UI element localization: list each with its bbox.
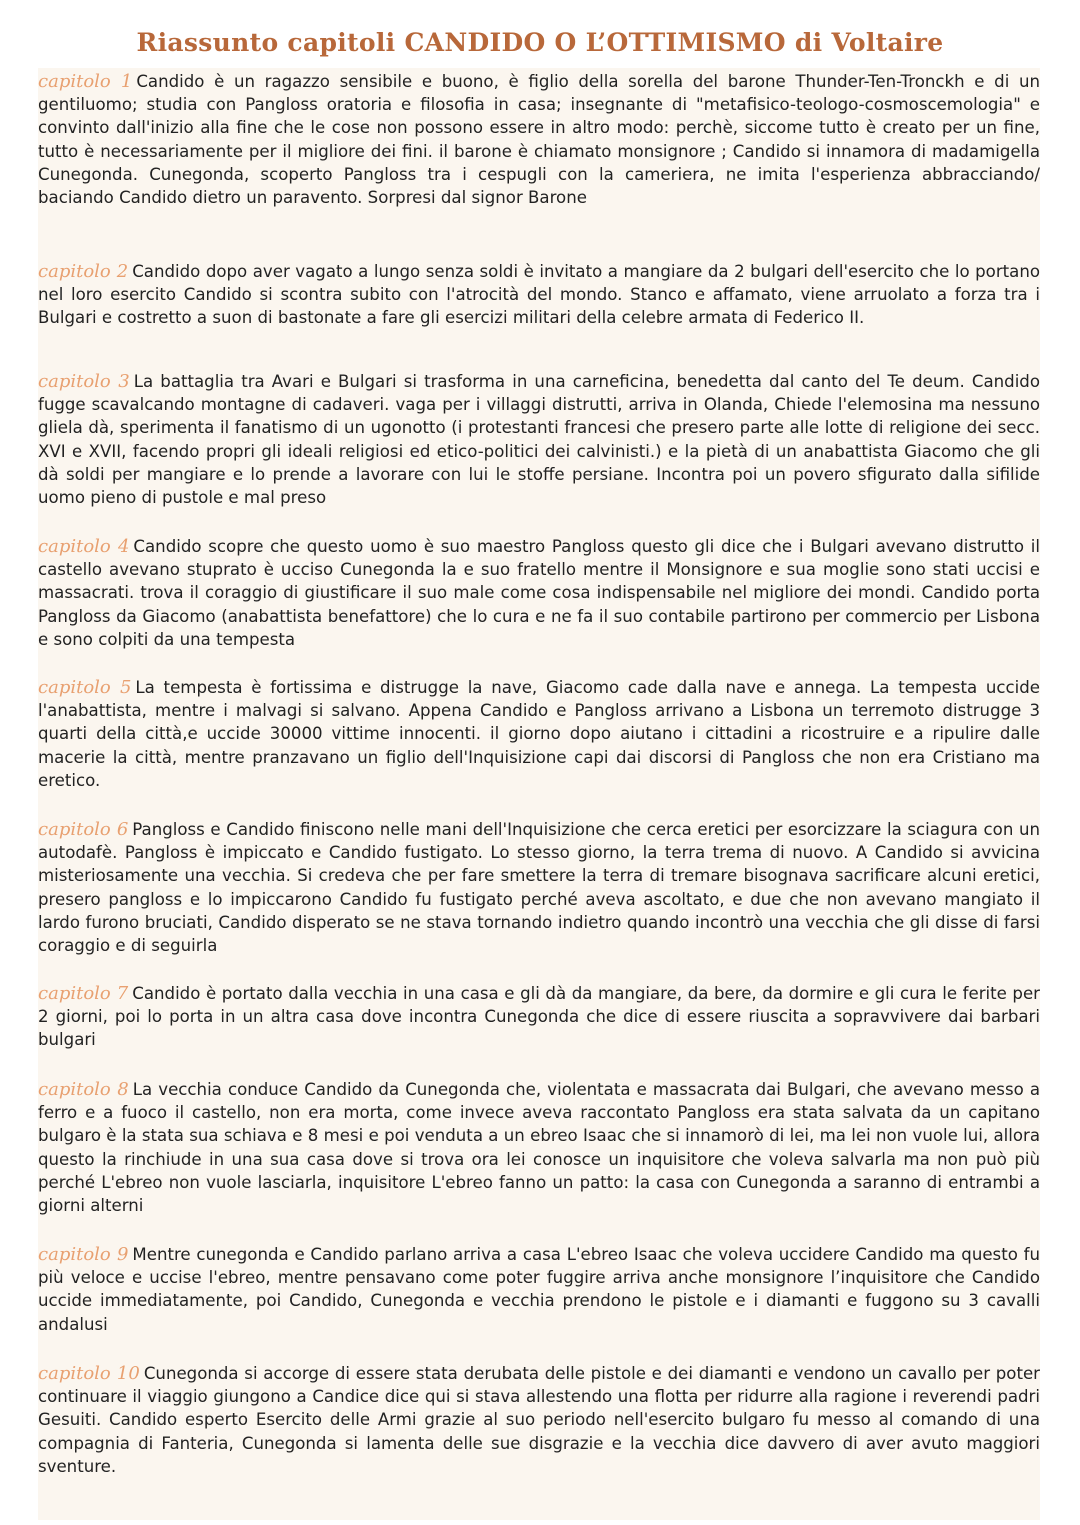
- chapter-10: [38, 1362, 1040, 1478]
- chapter-5-text: La tempesta è fortissima e distrugge la nave, Giacomo cade dalla nave e annega. La tempesta uccide l'anabattista, mentre i malvagi si salvano. Appena Candido e Pangloss arrivano a Lisbona un terremoto distrugge 3 quarti della città,e uccide 30000 vittime innocenti. il giorno dopo aiutano i cittadini a ricostruire e a ripulire dalle macerie la città, mentre pranzavano un figlio dell'Inquisizione capi dai discorsi di Pangloss che non era Cristiano ma eretico.: [38, 678, 1040, 790]
- chapter-1-label: capitolo 1: [38, 71, 133, 92]
- chapter-1-text: Candido è un ragazzo sensibile e buono, è figlio della sorella del barone Thunder-Ten-Tronckh e di un gentiluomo; studia con Pangloss oratoria e filosofia in casa; insegnante di "metafisico-teologo-cosmoscemologia" e convinto dall'inizio alla fine che le cose non possono essere in altro modo: perchè, siccome tutto è creato per un fine, tutto è necessariamente per il migliore dei fini. il barone è chiamato monsignore ; Candido si innamora di madamigella Cunegonda. Cunegonda, scoperto Pangloss tra i cespugli con la cameriera, ne imita l'esperienza abbracciando/ baciando Candido dietro un paravento. Sorpresi dal signor Barone: [38, 72, 1040, 208]
- chapter-2-label: capitolo 2: [38, 261, 129, 282]
- chapter-8-text: La vecchia conduce Candido da Cunegonda che, violentata e massacrata dai Bulgari, che avevano messo a ferro e a fuoco il castello, non era morta, come invece aveva raccontato Pangloss era stata salvata da un capitano bulgaro è la stata sua schiava e 8 mesi e poi venduta a un ebreo Isaac che si innamorò di lei, ma lei non vuole lui, allora questo la rinchiude in una sua casa dove si trova ora lei conosce un inquisitore che voleva salvarla ma non può più perché L'ebreo non vuole lasciarla, inquisitore L'ebreo fanno un patto: la casa con Cunegonda a saranno di entrambi a giorni alterni: [38, 1080, 1041, 1216]
- chapter-8: [38, 1078, 1040, 1217]
- chapter-9-label: capitolo 9: [38, 1244, 129, 1265]
- chapter-4-text: Candido scopre che questo uomo è suo maestro Pangloss questo gli dice che i Bulgari avevano distrutto il castello avevano stuprato è ucciso Cunegonda la e suo fratello mentre il Monsignore e sua moglie sono stati uccisi e massacrati. trova il coraggio di giustificare il suo male come cosa indispensabile nel migliore dei mondi. Candido porta Pangloss da Giacomo (anabattista benefattore) che lo cura e ne fa il suo contabile partirono per commercio per Lisbona e sono colpiti da una tempesta: [38, 537, 1041, 649]
- chapter-8-label: capitolo 8: [38, 1079, 129, 1100]
- chapter-9: [38, 1243, 1040, 1336]
- document-title: Riassunto capitoli CANDIDO O L’OTTIMISMO di Voltaire: [136, 28, 944, 57]
- chapter-3: [38, 370, 1040, 509]
- chapter-10-text: Cunegonda si accorge di essere stata derubata delle pistole e dei diamanti e vendono un cavallo per poter continuare il viaggio giungono a Candice dice qui si stava allestendo una flotta per ridurre alla ragione i reverendi padri Gesuiti. Candido esperto Esercito delle Armi grazie al suo periodo nell'esercito bulgaro fu messo al comando di una compagnia di Fanteria, Cunegonda si lamenta delle sue disgrazie e la vecchia dice davvero di aver avuto maggiori sventure.: [38, 1364, 1040, 1476]
- chapter-4-label: capitolo 4: [38, 536, 130, 557]
- chapter-7: [38, 982, 1040, 1052]
- chapter-list: [38, 68, 1040, 1520]
- chapter-6-label: capitolo 6: [38, 819, 129, 840]
- chapter-5-label: capitolo 5: [38, 677, 132, 698]
- chapter-2: [38, 260, 1040, 330]
- chapter-3-text: La battaglia tra Avari e Bulgari si trasforma in una carneficina, benedetta dal canto del Te deum. Candido fugge scavalcando montagne di cadaveri. vaga per i villaggi distrutti, arriva in Olanda, Chiede l'elemosina ma nessuno gliela dà, sperimenta il fanatismo di un ugonotto (i protestanti francesi che presero parte alle lotte di religione dei secc. XVI e XVII, facendo propri gli ideali religiosi ed etico-politici dei calvinisti.) e la pietà di un anabattista Giacomo che gli dà soldi per mangiare e lo prende a lavorare con lui le stoffe persiane. Incontra poi un povero sfigurato dalla sifilide uomo pieno di pustole e mal preso: [38, 372, 1040, 508]
- chapter-9-text: Mentre cunegonda e Candido parlano arriva a casa L'ebreo Isaac che voleva uccidere Candido ma questo fu più veloce e uccise l'ebreo, mentre pensavano come poter fuggire arriva anche monsignore l’inquisitore che Candido uccide immediatamente, poi Candido, Cunegonda e vecchia prendono le pistole e i diamanti e fuggono su 3 cavalli andalusi: [38, 1245, 1040, 1334]
- chapter-3-label: capitolo 3: [38, 371, 130, 392]
- chapter-6-text: Pangloss e Candido finiscono nelle mani dell'Inquisizione che cerca eretici per esorcizzare la sciagura con un autodafè. Pangloss è impiccato e Candido fustigato. Lo stesso giorno, la terra trema di nuovo. A Candido si avvicina misteriosamente una vecchia. Si credeva che per fare smettere la terra di tremare bisognava sacrificare alcuni eretici, presero pangloss e lo impiccarono Candido fu fustigato perché aveva ascoltato, e due che non avevano mangiato il lardo furono bruciati, Candido disperato se ne stava tornando indietro quando incontrò una vecchia che gli disse di farsi coraggio e di seguirla: [38, 820, 1041, 956]
- chapter-7-text: Candido è portato dalla vecchia in una casa e gli dà da mangiare, da bere, da dormire e gli cura le ferite per 2 giorni, poi lo porta in un altra casa dove incontra Cunegonda che dice di essere riuscita a sopravvivere dai barbari bulgari: [38, 984, 1041, 1050]
- chapter-1: [38, 70, 1040, 209]
- chapter-7-label: capitolo 7: [38, 983, 129, 1004]
- chapter-4: [38, 535, 1040, 651]
- chapter-2-text: Candido dopo aver vagato a lungo senza soldi è invitato a mangiare da 2 bulgari dell'esercito che lo portano nel loro esercito Candido si scontra subito con l'atrocità del mondo. Stanco e affamato, viene arruolato a forza tra i Bulgari e costretto a suon di bastonate a fare gli esercizi militari della celebre armata di Federico II.: [38, 262, 1041, 328]
- chapter-10-label: capitolo 10: [38, 1363, 140, 1384]
- chapter-5: [38, 676, 1040, 792]
- chapter-6: [38, 818, 1040, 957]
